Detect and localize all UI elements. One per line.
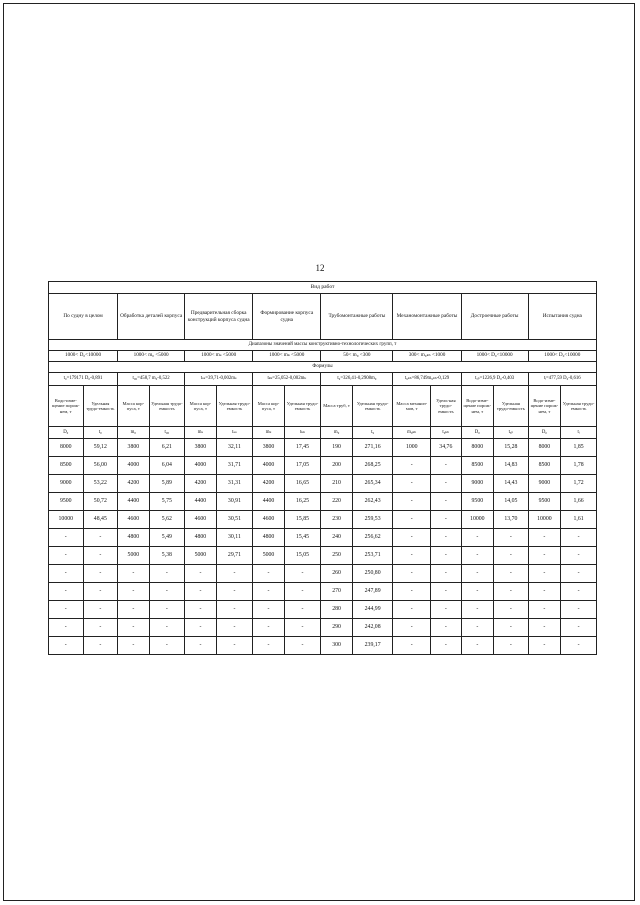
table-cell: 250 <box>321 547 353 565</box>
table-cell: - <box>561 529 597 547</box>
column-subheader-row <box>49 386 597 427</box>
table-cell: - <box>216 583 253 601</box>
table-cell: 4000 <box>118 457 150 475</box>
table-cell: 230 <box>321 511 353 529</box>
table-cell: 265,34 <box>352 475 393 493</box>
range-cell: 50< m₉ <300 <box>321 351 393 362</box>
table-row <box>49 529 597 547</box>
table-cell: 53,22 <box>83 475 118 493</box>
table-cell: - <box>393 457 431 475</box>
table-cell: 268,25 <box>352 457 393 475</box>
column-subheader: Удельная трудо-емкость <box>149 386 185 427</box>
table-cell: 4200 <box>185 475 217 493</box>
symbol-cell: t₉ₖₕ <box>431 427 461 439</box>
table-cell: - <box>431 601 461 619</box>
column-subheader: Масса кор-пуса, т <box>253 386 285 427</box>
table-cell: 5000 <box>253 547 285 565</box>
table-cell: - <box>431 511 461 529</box>
range-cell: 1000< mₛ <5000 <box>185 351 253 362</box>
table-cell: 15,85 <box>284 511 321 529</box>
symbol-cell: D₀ <box>528 427 561 439</box>
table-cell: 253,71 <box>352 547 393 565</box>
column-subheader: Удельная трудо-емкость <box>352 386 393 427</box>
table-cell: 10000 <box>528 511 561 529</box>
table-cell: - <box>149 619 185 637</box>
table-cell: 256,62 <box>352 529 393 547</box>
table-cell: - <box>284 619 321 637</box>
table-body <box>49 282 597 655</box>
table-cell: - <box>185 583 217 601</box>
table-cell: 15,05 <box>284 547 321 565</box>
table-cell: 8500 <box>528 457 561 475</box>
table-cell: - <box>431 565 461 583</box>
column-subheader: Удельная трудо-емкость <box>494 386 529 427</box>
table-cell: - <box>83 547 118 565</box>
table-cell: - <box>49 565 84 583</box>
table-cell: - <box>253 565 285 583</box>
formula-cell: t₀=179171 D₀-0,891 <box>49 373 118 386</box>
table-cell: - <box>393 619 431 637</box>
table-cell: - <box>461 637 494 655</box>
table-cell: 300 <box>321 637 353 655</box>
range-cell: 300< m₉ₖₕ <1000 <box>393 351 461 362</box>
symbol-cell: t₀₀ <box>149 427 185 439</box>
table-cell: - <box>253 637 285 655</box>
table-cell: - <box>118 601 150 619</box>
table-cell: - <box>253 601 285 619</box>
table-cell: 6,21 <box>149 439 185 457</box>
table-cell: 239,17 <box>352 637 393 655</box>
formula-cell: t₉=326,41-0,2908m₉ <box>321 373 393 386</box>
table-cell: - <box>494 565 529 583</box>
table-cell: - <box>118 637 150 655</box>
table-cell: 1,66 <box>561 493 597 511</box>
table-cell: 4200 <box>118 475 150 493</box>
group-header: Обработка деталей корпуса <box>118 294 185 340</box>
range-cell: 1000< m₀ <5000 <box>118 351 185 362</box>
table-cell: - <box>83 529 118 547</box>
table-cell: 4200 <box>253 475 285 493</box>
table-cell: - <box>216 619 253 637</box>
table-cell: - <box>494 601 529 619</box>
column-subheader: Масса кор-пуса, т <box>118 386 150 427</box>
group-header: Предварительная сборка конструкций корпуса судна <box>185 294 253 340</box>
table-cell: 4600 <box>185 511 217 529</box>
column-subheader: Удельная трудо-емкость <box>83 386 118 427</box>
table-row <box>49 457 597 475</box>
symbol-cell: m₀ <box>118 427 150 439</box>
table-cell: 220 <box>321 493 353 511</box>
table-cell: - <box>83 565 118 583</box>
table-cell: - <box>216 637 253 655</box>
table-cell: - <box>118 565 150 583</box>
table-cell: 4000 <box>185 457 217 475</box>
table-cell: - <box>253 619 285 637</box>
table-cell: - <box>494 547 529 565</box>
table-cell: - <box>494 637 529 655</box>
table-cell: - <box>528 637 561 655</box>
formula-cell: tₛₛ=39,71-0,002mₛ <box>185 373 253 386</box>
symbol-cell: mₛ <box>185 427 217 439</box>
table-cell: 4600 <box>253 511 285 529</box>
table-cell: - <box>393 583 431 601</box>
table-row <box>49 583 597 601</box>
table-row <box>49 601 597 619</box>
column-subheader: Удельная трудо-емкость <box>284 386 321 427</box>
table-cell: 280 <box>321 601 353 619</box>
symbol-cell: m₉ₖₕ <box>393 427 431 439</box>
table-cell: 4800 <box>185 529 217 547</box>
table-cell: 50,72 <box>83 493 118 511</box>
formulas-header: Формулы <box>49 362 597 373</box>
column-subheader: Масса кор-пуса, т <box>185 386 217 427</box>
table-cell: - <box>393 637 431 655</box>
table-cell: 1000 <box>393 439 431 457</box>
table-cell: - <box>461 619 494 637</box>
group-header: По судну в целом <box>49 294 118 340</box>
table-cell: 15,45 <box>284 529 321 547</box>
group-header: Механомонтажные работы <box>393 294 461 340</box>
table-cell: - <box>185 565 217 583</box>
table-cell: 6,04 <box>149 457 185 475</box>
table-cell: 4400 <box>118 493 150 511</box>
table-cell: 5,89 <box>149 475 185 493</box>
table-cell: 1,61 <box>561 511 597 529</box>
table-cell: 242,08 <box>352 619 393 637</box>
table-cell: 56,00 <box>83 457 118 475</box>
table-cell: - <box>393 601 431 619</box>
table-cell: 10000 <box>461 511 494 529</box>
table-cell: 8500 <box>49 457 84 475</box>
table-row <box>49 619 597 637</box>
table-cell: - <box>284 601 321 619</box>
table-cell: - <box>185 619 217 637</box>
table-cell: 1,78 <box>561 457 597 475</box>
column-subheader: Удель-ная трудо-емкость <box>431 386 461 427</box>
table-cell: 30,51 <box>216 511 253 529</box>
table-cell: 10000 <box>49 511 84 529</box>
symbol-cell: t₀ <box>83 427 118 439</box>
table-cell: - <box>528 601 561 619</box>
table-cell: 13,70 <box>494 511 529 529</box>
table-cell: - <box>431 619 461 637</box>
formula-cell: tₖₖ=25,052-0,002mₖ <box>253 373 321 386</box>
table-cell: - <box>431 529 461 547</box>
table-cell: - <box>431 457 461 475</box>
table-cell: - <box>461 529 494 547</box>
table-row <box>49 475 597 493</box>
formula-cell: t₉ₖₕ=86,749m₉ₖₕ-0,129 <box>393 373 461 386</box>
group-header: Трубомонтажные работы <box>321 294 393 340</box>
column-subheader: Масса механиз-мов, т <box>393 386 431 427</box>
column-subheader: Водо-изме-щение порож-нем, т <box>49 386 84 427</box>
symbol-cell: D₀ <box>461 427 494 439</box>
table-cell: 9500 <box>49 493 84 511</box>
column-subheader: Водо-изме-щение порож-нем, т <box>461 386 494 427</box>
table-cell: - <box>185 637 217 655</box>
table-cell: 8000 <box>461 439 494 457</box>
table-title: Вид работ <box>49 282 597 294</box>
symbol-cell: t₉ <box>352 427 393 439</box>
table-cell: 244,99 <box>352 601 393 619</box>
table-cell: - <box>528 583 561 601</box>
table-cell: - <box>431 583 461 601</box>
table-cell: - <box>431 547 461 565</box>
table-cell: - <box>149 565 185 583</box>
table-cell: 5,75 <box>149 493 185 511</box>
table-row <box>49 547 597 565</box>
table-cell: 250,80 <box>352 565 393 583</box>
table-cell: - <box>494 529 529 547</box>
table-cell: - <box>118 619 150 637</box>
table-cell: 30,91 <box>216 493 253 511</box>
table-cell: 4000 <box>253 457 285 475</box>
symbol-cell: D₀ <box>49 427 84 439</box>
table-cell: 260 <box>321 565 353 583</box>
table-cell: - <box>284 583 321 601</box>
table-cell: - <box>461 565 494 583</box>
table-cell: 8000 <box>49 439 84 457</box>
table-cell: 9000 <box>49 475 84 493</box>
table-cell: 48,45 <box>83 511 118 529</box>
symbol-cell: tₖₖ <box>284 427 321 439</box>
table-cell: 271,16 <box>352 439 393 457</box>
table-cell: 32,11 <box>216 439 253 457</box>
table-cell: 247,89 <box>352 583 393 601</box>
table-cell: - <box>561 583 597 601</box>
table-cell: 5000 <box>185 547 217 565</box>
table-cell: - <box>393 493 431 511</box>
table-cell: - <box>83 637 118 655</box>
table-cell: 4800 <box>253 529 285 547</box>
table-cell: - <box>83 619 118 637</box>
table-row <box>49 493 597 511</box>
column-subheader: Водо-изме-щение порож-нем, т <box>528 386 561 427</box>
table-cell: - <box>494 619 529 637</box>
page-number: 12 <box>315 263 325 273</box>
table-cell: 30,11 <box>216 529 253 547</box>
table-cell: 5,38 <box>149 547 185 565</box>
group-header: Испытания судна <box>528 294 596 340</box>
table-cell: - <box>528 529 561 547</box>
table-cell: 270 <box>321 583 353 601</box>
table-cell: 59,12 <box>83 439 118 457</box>
table-cell: - <box>461 601 494 619</box>
table-cell: 15,28 <box>494 439 529 457</box>
table-cell: 9500 <box>528 493 561 511</box>
table-cell: - <box>149 601 185 619</box>
table-cell: 4400 <box>185 493 217 511</box>
table-cell: 1,85 <box>561 439 597 457</box>
table-cell: - <box>561 547 597 565</box>
symbol-cell: mₖ <box>253 427 285 439</box>
table-cell: 4400 <box>253 493 285 511</box>
table-cell: 14,83 <box>494 457 529 475</box>
table-cell: - <box>49 547 84 565</box>
table-cell: 5000 <box>118 547 150 565</box>
table-cell: 31,31 <box>216 475 253 493</box>
table-cell: 3800 <box>118 439 150 457</box>
column-subheader: Масса труб, т <box>321 386 353 427</box>
range-cell: 1000< mₖ <5000 <box>253 351 321 362</box>
table-cell: - <box>118 583 150 601</box>
table-cell: 16,65 <box>284 475 321 493</box>
table-cell: - <box>216 601 253 619</box>
table-cell: 5,62 <box>149 511 185 529</box>
table-cell: - <box>494 583 529 601</box>
table-cell: - <box>431 637 461 655</box>
table-cell: 5,49 <box>149 529 185 547</box>
ranges-header: Диапазоны значений массы конструктивно-технологических групп, т <box>49 340 597 351</box>
table-cell: - <box>461 583 494 601</box>
table-cell: 17,05 <box>284 457 321 475</box>
column-subheader: Удельная трудо-емкость <box>561 386 597 427</box>
symbol-row <box>49 427 597 439</box>
table-cell: 1,72 <box>561 475 597 493</box>
table-cell: - <box>185 601 217 619</box>
work-types-table <box>48 281 597 655</box>
table-cell: - <box>216 565 253 583</box>
table-cell: 3800 <box>253 439 285 457</box>
table-cell: - <box>49 583 84 601</box>
symbol-cell: tᵢ <box>561 427 597 439</box>
table-cell: - <box>149 583 185 601</box>
table-cell: 262,43 <box>352 493 393 511</box>
table-cell: - <box>284 565 321 583</box>
title-row <box>49 282 597 294</box>
formulas-row <box>49 373 597 386</box>
table-cell: - <box>461 547 494 565</box>
group-header: Формирование корпуса судна <box>253 294 321 340</box>
table-cell: 4600 <box>118 511 150 529</box>
ranges-header-row <box>49 340 597 351</box>
table-row <box>49 637 597 655</box>
table-cell: 8000 <box>528 439 561 457</box>
table-cell: - <box>561 637 597 655</box>
table-cell: - <box>393 475 431 493</box>
formulas-header-row <box>49 362 597 373</box>
table-cell: - <box>528 547 561 565</box>
table-row <box>49 439 597 457</box>
symbol-cell: tₛₛ <box>216 427 253 439</box>
table-cell: - <box>528 565 561 583</box>
table-cell: 3800 <box>185 439 217 457</box>
table-cell: 290 <box>321 619 353 637</box>
table-row <box>49 511 597 529</box>
table-cell: 240 <box>321 529 353 547</box>
symbol-cell: tₐₚ <box>494 427 529 439</box>
table-cell: - <box>393 547 431 565</box>
range-cell: 1000< D₀<10000 <box>49 351 118 362</box>
ranges-row <box>49 351 597 362</box>
table-cell: - <box>49 601 84 619</box>
table-cell: 190 <box>321 439 353 457</box>
table-cell: - <box>561 601 597 619</box>
group-header: Достроечные работы <box>461 294 528 340</box>
table-cell: - <box>83 583 118 601</box>
table-cell: - <box>49 529 84 547</box>
table-cell: 259,53 <box>352 511 393 529</box>
formula-cell: t₀₀=458,7 m₀-0,522 <box>118 373 185 386</box>
table-cell: - <box>393 511 431 529</box>
table-cell: - <box>49 637 84 655</box>
table-cell: 9500 <box>461 493 494 511</box>
table-cell: 200 <box>321 457 353 475</box>
table-cell: 31,71 <box>216 457 253 475</box>
table-cell: 14,43 <box>494 475 529 493</box>
table-cell: 34,76 <box>431 439 461 457</box>
table-cell: 4800 <box>118 529 150 547</box>
table-cell: - <box>561 565 597 583</box>
table-row <box>49 565 597 583</box>
table-cell: 16,25 <box>284 493 321 511</box>
table-cell: 9000 <box>528 475 561 493</box>
table-cell: - <box>528 619 561 637</box>
table-cell: 210 <box>321 475 353 493</box>
table-cell: 14,05 <box>494 493 529 511</box>
table-cell: - <box>561 619 597 637</box>
table-cell: 29,71 <box>216 547 253 565</box>
table-cell: - <box>393 565 431 583</box>
table-cell: - <box>431 493 461 511</box>
table-cell: 8500 <box>461 457 494 475</box>
table-cell: 9000 <box>461 475 494 493</box>
table-cell: - <box>49 619 84 637</box>
column-subheader: Удельная трудо-емкость <box>216 386 253 427</box>
table-cell: - <box>393 529 431 547</box>
formula-cell: tₐₚ=1226,9 D₀-0,403 <box>461 373 528 386</box>
table-cell: - <box>284 637 321 655</box>
range-cell: 1000< D₀<10000 <box>461 351 528 362</box>
table-cell: 17,45 <box>284 439 321 457</box>
group-header-row <box>49 294 597 340</box>
range-cell: 1000< D₀<10000 <box>528 351 596 362</box>
symbol-cell: m₉ <box>321 427 353 439</box>
formula-cell: tᵢ=477,59 D₀-0,616 <box>528 373 596 386</box>
table-cell: - <box>149 637 185 655</box>
table-cell: - <box>83 601 118 619</box>
table-cell: - <box>431 475 461 493</box>
table-cell: - <box>253 583 285 601</box>
